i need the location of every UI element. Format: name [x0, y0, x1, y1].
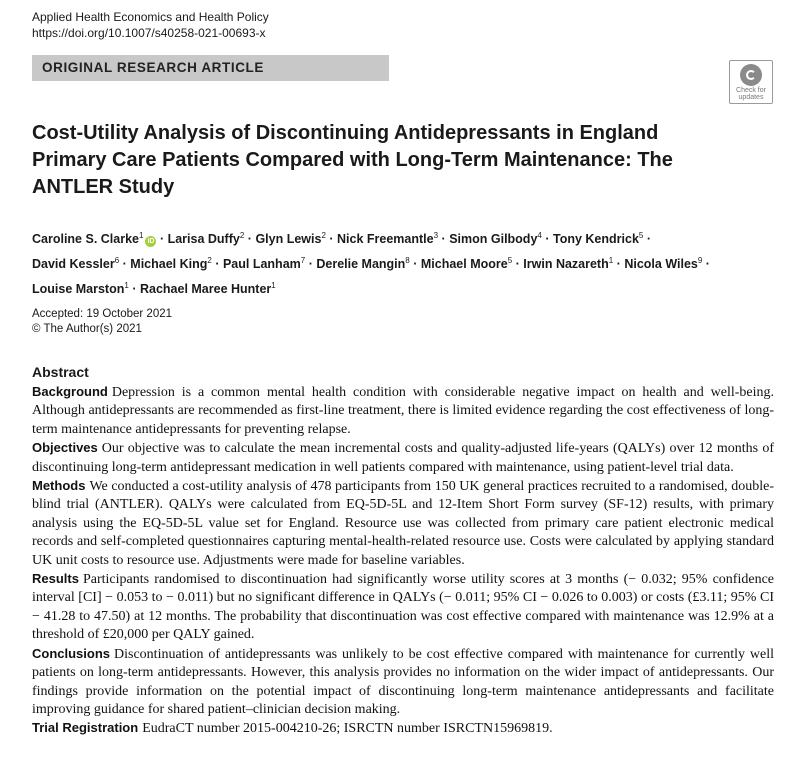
section-text: We conducted a cost-utility analysis of 478 participants from 150 UK general practices recruited to a randomised, double-blind trial (ANTLER). QALYs were calculated from EQ-5D-5L and 12-Item Short Form survey (SF-12) results, with primary analysis using the EQ-5D-5L value set for England. Resource use was collected from primary care patient electronic medical records and self-completed questionnaires capturing mental-health-related resource use. Costs were calculated by applying standard UK unit costs to resource use. Adjustments were made for baseline variables. — [32, 479, 774, 568]
affiliation-ref: 1 — [139, 231, 144, 240]
section-label: Trial Registration — [32, 720, 139, 736]
abstract-section-background — [32, 383, 774, 439]
section-label: Objectives — [32, 440, 98, 456]
abstract-section-methods — [32, 477, 774, 570]
journal-header — [32, 9, 269, 41]
affiliation-ref: 3 — [433, 231, 439, 240]
check-updates-icon — [740, 64, 762, 86]
separator: · — [247, 232, 252, 247]
article-type-banner: ORIGINAL RESEARCH ARTICLE — [32, 55, 389, 81]
doi-link[interactable]: https://doi.org/10.1007/s40258-021-00693-x — [32, 26, 266, 40]
affiliation-ref: 7 — [300, 256, 306, 266]
author-name[interactable]: Simon Gilbody — [449, 232, 538, 247]
author-name[interactable]: Caroline S. Clarke — [32, 232, 139, 247]
section-label: Conclusions — [32, 645, 111, 661]
check-updates-line1: Check for — [736, 87, 766, 94]
affiliation-ref: 5 — [638, 231, 644, 240]
affiliation-ref: 2 — [321, 231, 326, 240]
author-name[interactable]: Louise Marston — [32, 282, 125, 297]
separator: · — [308, 257, 313, 272]
section-label: Background — [32, 384, 108, 399]
separator: · — [413, 257, 418, 272]
affiliation-ref: 6 — [114, 256, 120, 266]
author-name[interactable]: Derelie Mangin — [316, 257, 406, 272]
author-name[interactable]: David Kessler — [32, 257, 115, 272]
abstract-section-trial-registration — [32, 719, 774, 738]
affiliation-ref: 4 — [537, 231, 542, 240]
author-name[interactable]: Nick Freemantle — [337, 232, 434, 247]
author-list — [32, 225, 772, 300]
author-name[interactable]: Larisa Duffy — [167, 232, 240, 247]
affiliation-ref: 2 — [207, 256, 212, 266]
separator: · — [705, 257, 710, 272]
affiliation-ref: 8 — [405, 256, 410, 266]
separator: · — [545, 232, 550, 247]
journal-name: Applied Health Economics and Health Policy — [32, 10, 269, 24]
author-name[interactable]: Michael Moore — [420, 257, 508, 272]
check-for-updates-badge[interactable] — [729, 60, 773, 104]
separator: · — [132, 282, 137, 297]
section-text: Depression is a common mental health condition with considerable negative impact on health and well-being. Although antidepressants are recommended as first-line treatment, there is limited evidence regarding the cost effectiveness of long-term maintenance antidepressants for preventing relapse. — [32, 385, 774, 437]
abstract-heading: Abstract — [32, 364, 89, 380]
article-title: Cost-Utility Analysis of Discontinuing Antidepressants in England Primary Care Patients Compared with Long-Term Maintenance: The ANTLER Study — [32, 122, 673, 198]
section-text: EudraCT number 2015-004210-26; ISRCTN number ISRCTN15969819. — [142, 721, 553, 737]
accepted-date: Accepted: 19 October 2021 — [32, 308, 173, 320]
abstract-section-results — [32, 570, 774, 645]
affiliation-ref: 1 — [608, 256, 614, 266]
separator: · — [159, 232, 165, 247]
author-name[interactable]: Rachael Maree Hunter — [139, 282, 272, 297]
separator: · — [122, 257, 127, 272]
section-text: Discontinuation of antidepressants was unlikely to be cost effective compared with maintenance for currently well patients on long-term antidepressants. However, this analysis provides no information on the wider impact of antidepressants. Our findings provide information on the potential impact of discontinuing long-term maintenance antidepressants and facilitate improving guidance for shared patient–clinician decision making. — [32, 646, 774, 717]
section-text: Participants randomised to discontinuation had significantly worse utility scores at 3 months (− 0.032; 95% confidence interval [CI] − 0.053 to − 0.011) but no significant difference in QALYs (− 0.011; 95% CI − 0.026 to 0.003) or costs (£3.11; 95% CI − 41.28 to 47.50) at 12 months. The probability that discontinuation was cost effective compared with maintenance was 12.9% at a threshold of £20,000 per QALY gained. — [32, 572, 774, 643]
affiliation-ref: 2 — [239, 231, 245, 240]
author-name[interactable]: Irwin Nazareth — [523, 257, 609, 272]
check-updates-line2: updates — [738, 94, 764, 101]
affiliation-ref: 1 — [124, 281, 129, 291]
author-name[interactable]: Nicola Wiles — [624, 257, 698, 272]
author-name[interactable]: Michael King — [130, 257, 208, 272]
separator: · — [616, 257, 621, 272]
abstract-body — [32, 383, 774, 739]
copyright: © The Author(s) 2021 — [32, 323, 142, 335]
section-text: Our objective was to calculate the mean incremental costs and quality-adjusted life-years (QALYs) over 12 months of discontinuing long-term antidepressant medication in well patients compared with maintenance, using patient-level trial data. — [32, 441, 774, 475]
orcid-icon[interactable]: iD — [147, 238, 155, 246]
author-name[interactable]: Paul Lanham — [222, 257, 301, 272]
separator: · — [215, 257, 220, 272]
separator: · — [515, 257, 520, 272]
separator: · — [646, 232, 652, 247]
affiliation-ref: 9 — [697, 256, 703, 266]
article-meta — [32, 307, 172, 337]
affiliation-ref: 1 — [271, 281, 276, 291]
abstract-section-conclusions — [32, 645, 774, 720]
author-name[interactable]: Tony Kendrick — [553, 232, 639, 247]
section-label: Results — [32, 571, 79, 587]
separator: · — [329, 232, 334, 247]
author-name[interactable]: Glyn Lewis — [255, 232, 322, 247]
affiliation-ref: 5 — [507, 256, 513, 266]
section-label: Methods — [32, 478, 86, 494]
abstract-section-objectives — [32, 439, 774, 477]
separator: · — [441, 232, 446, 247]
